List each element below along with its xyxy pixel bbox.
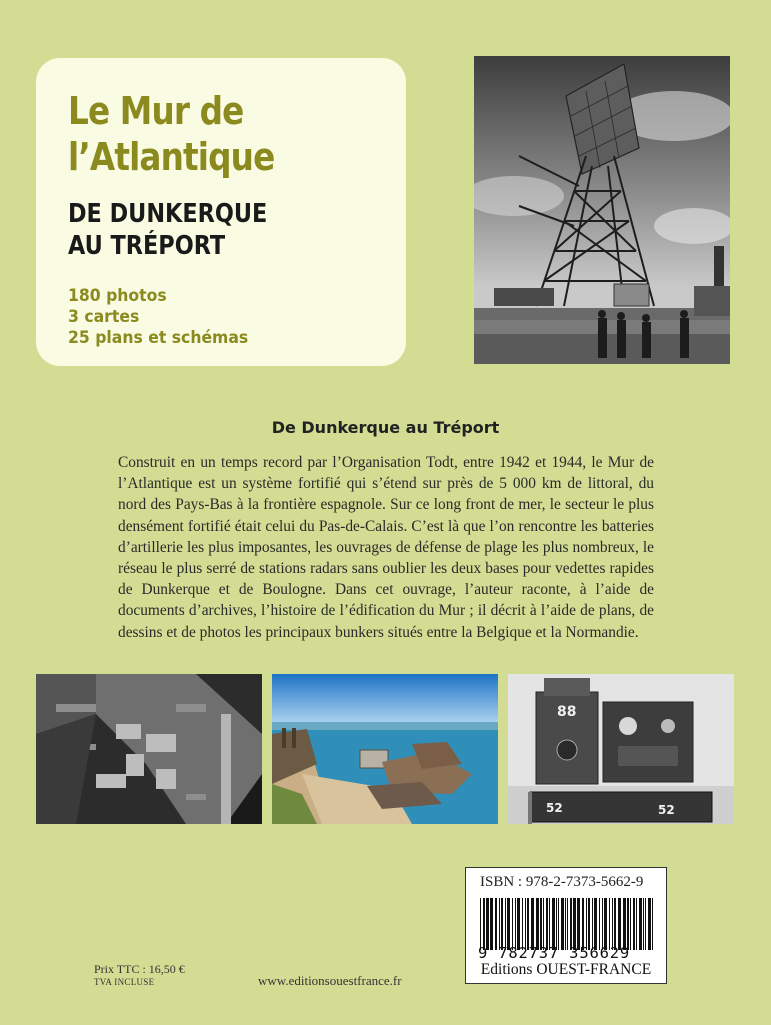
equipment-tag-52-left: 52 <box>546 801 563 815</box>
book-title-line-2: l’Atlantique <box>68 135 275 179</box>
description-heading: De Dunkerque au Tréport <box>271 418 500 437</box>
book-title-line-1: Le Mur de <box>68 89 244 133</box>
price-label: Prix TTC : 16,50 € <box>94 962 185 976</box>
title-panel <box>36 58 406 366</box>
barcode-digits: 9 782737 356629 <box>478 944 630 962</box>
stat-photos: 180 photos <box>68 286 167 306</box>
radar-tower-photo <box>474 56 730 364</box>
stat-maps: 3 cartes <box>68 307 140 327</box>
aerial-harbor-photo <box>36 674 262 824</box>
barcode-image <box>478 898 656 950</box>
book-subtitle-line-1: DE DUNKERQUE <box>68 199 268 229</box>
isbn-barcode-box <box>465 867 667 984</box>
isbn-label: ISBN : 978-2-7373-5662-9 <box>480 874 644 890</box>
stat-plans: 25 plans et schémas <box>68 328 249 348</box>
tax-note: TVA INCLUSE <box>94 977 155 987</box>
publisher-website: www.editionsouestfrance.fr <box>258 973 402 988</box>
book-title <box>68 88 274 180</box>
book-subtitle-line-2: AU TRÉPORT <box>68 231 226 261</box>
content-stats-list <box>68 286 248 349</box>
equipment-tag-52-right: 52 <box>658 803 675 817</box>
radio-equipment-photo <box>508 674 734 824</box>
description-text: Construit en un temps record par l’Organisation Todt, entre 1942 et 1944, le Mur de l’Atlantique est un système fortifié qui s’étend sur près de 5 000 km de littoral, du nord des Pays-Bas à la frontière espagnole. Sur ce long front de mer, le secteur le plus densément fortifié était celui du Pas-de-Calais. C’est là que l’on rencontre les batteries d’artillerie les plus imposantes, les ouvrages de défense de plage les plus nombreux, le réseau le plus serré de stations radars sans oublier les deux bases pour vedettes rapides de Dunkerque et de Boulogne. Dans cet ouvrage, l’auteur raconte, à l’aide de documents d’archives, l’histoire de l’édification du Mur ; il décrit à l’aide de plans, de dessins et de photos les principaux bunkers situés entre la Belgique et la Normandie. <box>118 454 654 641</box>
equipment-tag-88: 88 <box>557 704 577 720</box>
coastal-bunker-photo <box>272 674 498 824</box>
book-subtitle <box>68 198 267 262</box>
publisher-name: Editions OUEST-FRANCE <box>480 961 652 978</box>
